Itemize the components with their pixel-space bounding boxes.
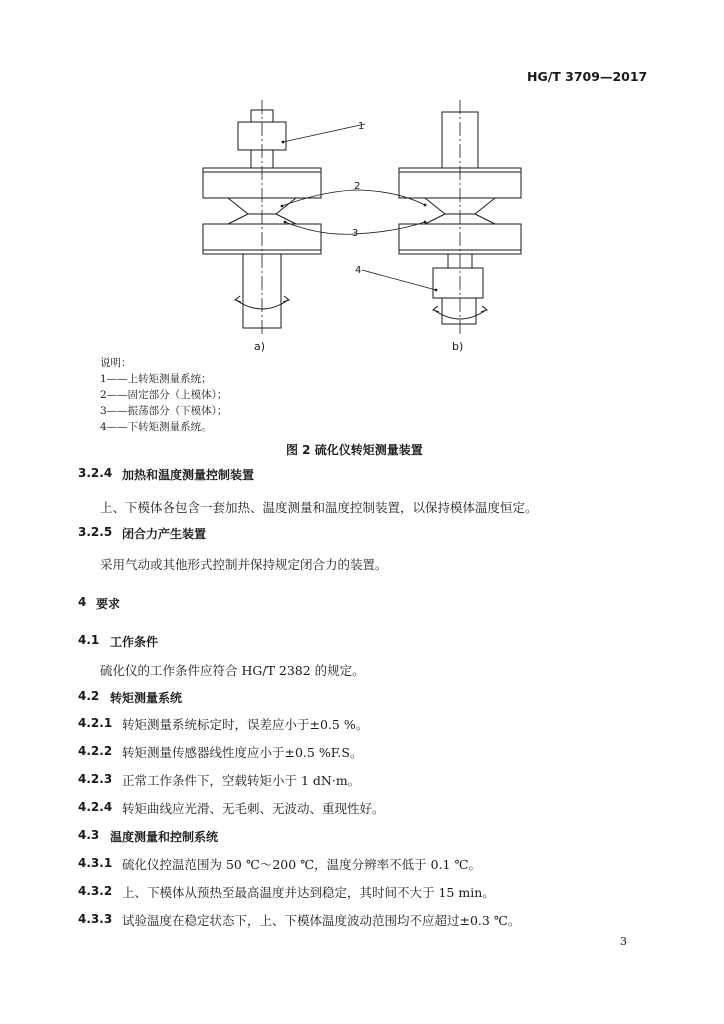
clause-text: 试验温度在稳定状态下，上、下模体温度波动范围均不应超过±0.3 ℃。 <box>122 913 521 928</box>
figure-a-drawing <box>203 100 321 335</box>
clause-text: 正常工作条件下，空载转矩小于 1 dN·m。 <box>122 773 361 788</box>
section-number: 4.2 <box>78 689 100 703</box>
page-number: 3 <box>620 935 627 948</box>
figure-b-drawing <box>399 100 521 335</box>
paragraph: 硫化仪的工作条件应符合 HG/T 2382 的规定。 <box>100 663 365 678</box>
section-number: 4 <box>78 595 87 609</box>
section-title: 工作条件 <box>110 635 159 649</box>
clause-text: 硫化仪控温范围为 50 ℃～200 ℃，温度分辨率不低于 0.1 ℃。 <box>122 857 481 872</box>
callout-2: 2 <box>354 181 361 192</box>
clause-number: 4.3.3 <box>78 912 113 926</box>
section-number: 4.3 <box>78 828 100 842</box>
legend-item-2: 2——固定部分（上模体）； <box>100 389 228 401</box>
callout-1: 1 <box>358 121 365 132</box>
subfigure-label-b: b) <box>452 340 464 353</box>
subfigure-label-a: a) <box>254 340 266 353</box>
figure-legend <box>100 355 227 435</box>
legend-title: 说明： <box>100 357 132 369</box>
clause-text: 转矩测量传感器线性度应小于±0.5 %F.S。 <box>122 745 363 760</box>
section-title: 加热和温度测量控制装置 <box>122 468 255 482</box>
clause-number: 4.2.2 <box>78 744 113 758</box>
paragraph: 采用气动或其他形式控制并保持规定闭合力的装置。 <box>100 557 388 572</box>
section-title: 温度测量和控制系统 <box>110 830 219 844</box>
section-title: 闭合力产生装置 <box>122 527 207 541</box>
legend-item-4: 4——下转矩测量系统。 <box>100 421 212 433</box>
section-number: 3.2.4 <box>78 466 113 480</box>
paragraph: 上、下模体各包含一套加热、温度测量和温度控制装置，以保持模体温度恒定。 <box>100 500 538 515</box>
section-number: 3.2.5 <box>78 525 113 539</box>
clause-number: 4.2.1 <box>78 716 113 730</box>
torque-measurement-figure <box>0 0 724 360</box>
callout-3: 3 <box>352 228 359 239</box>
legend-item-3: 3——振荡部分（下模体）； <box>100 405 228 417</box>
legend-item-1: 1——上转矩测量系统； <box>100 373 212 385</box>
callout-4: 4 <box>355 265 362 276</box>
clause-number: 4.3.1 <box>78 856 113 870</box>
section-title: 转矩测量系统 <box>110 691 183 705</box>
clause-number: 4.3.2 <box>78 884 113 898</box>
section-number: 4.1 <box>78 633 100 647</box>
clause-text: 上、下模体从预热至最高温度并达到稳定，其时间不大于 15 min。 <box>122 885 495 900</box>
figure-caption: 图 2 硫化仪转矩测量装置 <box>286 443 423 457</box>
clause-number: 4.2.4 <box>78 800 113 814</box>
clause-text: 转矩曲线应光滑、无毛刺、无波动、重现性好。 <box>122 801 385 816</box>
clause-text: 转矩测量系统标定时，误差应小于±0.5 %。 <box>122 717 369 732</box>
standard-number: HG/T 3709—2017 <box>527 69 648 84</box>
section-title: 要求 <box>96 597 121 611</box>
clause-number: 4.2.3 <box>78 772 113 786</box>
